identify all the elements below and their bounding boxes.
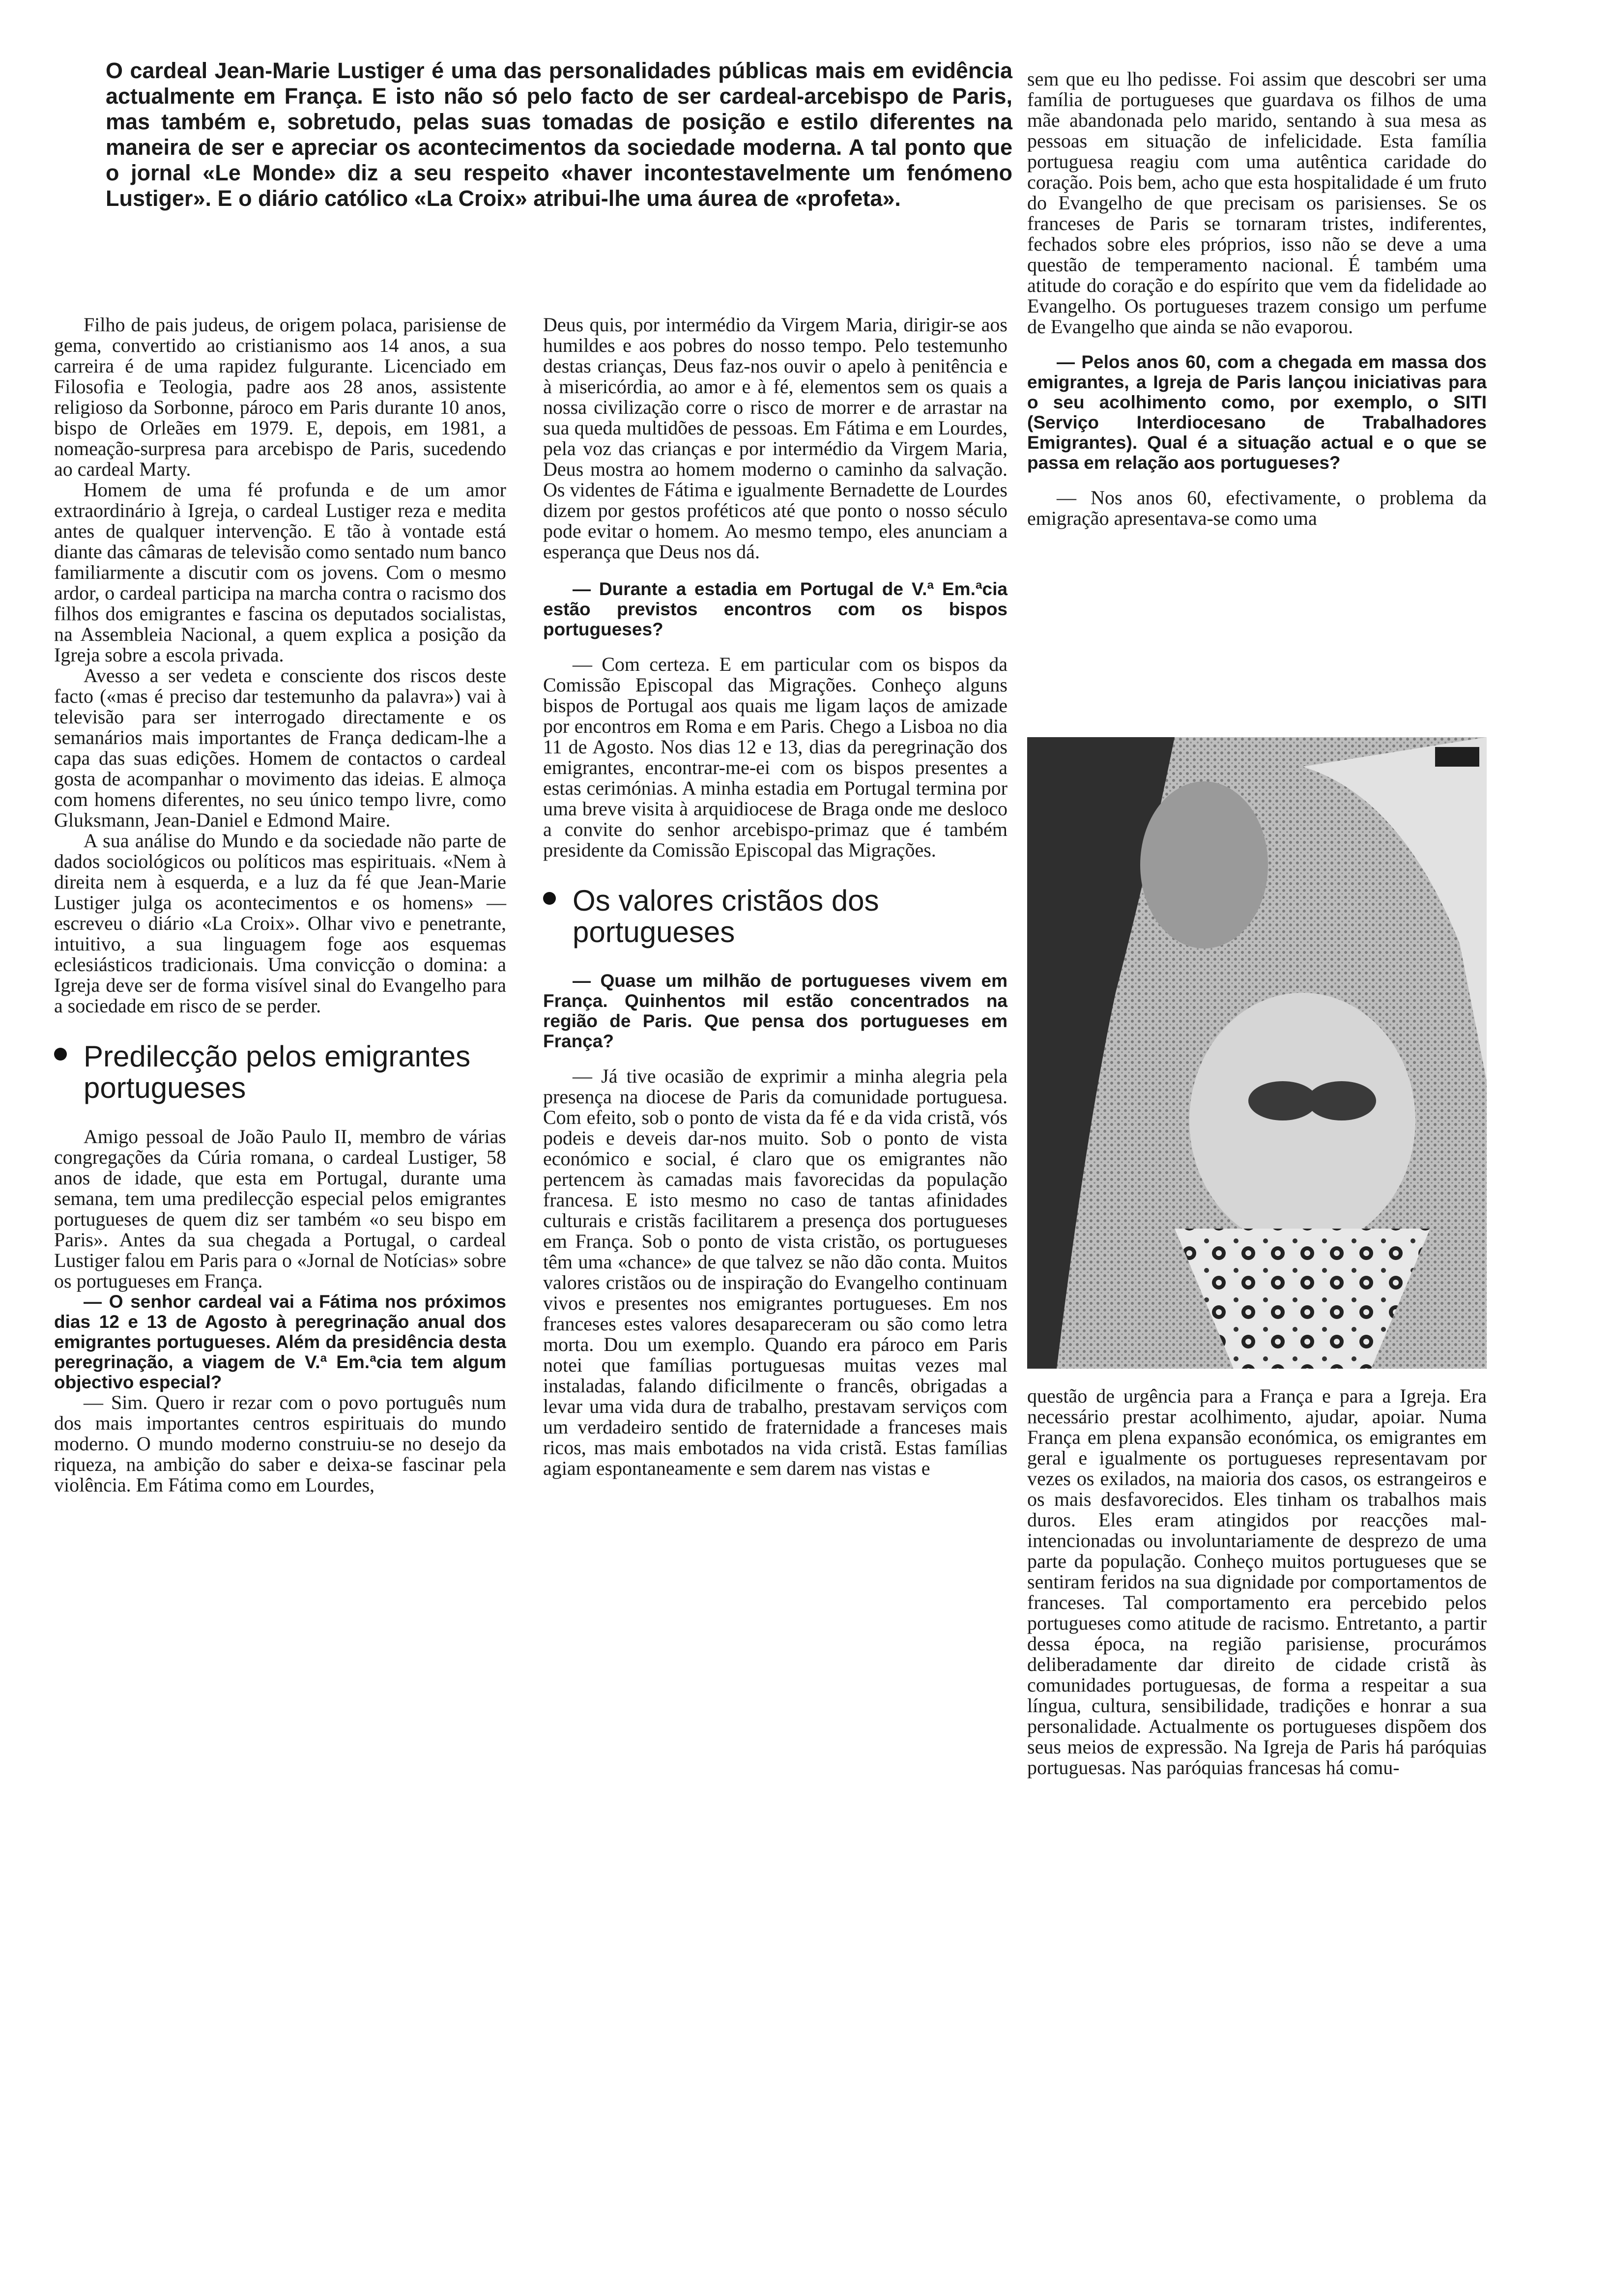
bullet-icon (54, 1048, 67, 1061)
paragraph: Deus quis, por intermédio da Virgem Maria, dirigir-se aos humildes e aos pobres do nosso tempo. Pelo testemunho destas crianças, Deus faz-nos ouvir o apelo à penitência e à misericórdia, ao amor e à fé, elementos sem os quais a nossa civilização corre o risco de morrer e de arrastar na sua queda multidões de pessoas. Em Fátima e em Lourdes, pela voz das crianças e por intermédio da Virgem Maria, Deus mostra ao homem moderno o caminho da salvação. Os videntes de Fátima e igualmente Bernadette de Lourdes dizem por gestos proféticos até que ponto o nosso século pode evitar o homem. Ao mesmo tempo, eles anunciam a esperança que Deus nos dá. (543, 314, 1008, 563)
paragraph: — Nos anos 60, efectivamente, o problema da emigração apresentava-se como uma (1027, 487, 1487, 529)
paragraph: — Já tive ocasião de exprimir a minha alegria pela presença na diocese de Paris da comunidade portuguesa. Com efeito, sob o ponto de vista da fé e da vida cristã, vós podeis e deveis dar-nos muito. Sob o ponto de vista económico e social, é claro que os emigrantes não pertencem às camadas mais favorecidas da população francesa. E isto mesmo no caso de tantas afinidades culturais e cristãs facilitarem a presença dos portugueses em França. Sob o ponto de vista cristão, os portugueses têm uma «chance» de que talvez se não dão conta. Muitos valores cristãos ou de inspiração do Evangelho continuam vivos e presentes nos emigrantes portugueses. Em nos franceses estes valores desapareceram ou são como letra morta. Dou um exemplo. Quando era pároco em Paris notei que famílias portuguesas muitas vezes mal instaladas, falando dificilmente o francês, obrigadas a levar uma vida dura de trabalho, prestavam serviços com um verdadeiro sentido de fraternidade a franceses mais ricos, mas mais embotados na vida cristã. Estas famílias agiam espontaneamente e sem darem nas vistas e (543, 1065, 1008, 1479)
interview-question: — O senhor cardeal vai a Fátima nos próximos dias 12 e 13 de Agosto à peregrinação anual dos emigrantes portugueses. Além da presidência desta peregrinação, a viagem de V.ª Em.ªcia tem algum objectivo especial? (54, 1292, 506, 1392)
paragraph: Filho de pais judeus, de origem polaca, parisiense de gema, convertido ao cristianismo aos 14 anos, a sua carreira é de uma rapidez fulgurante. Licenciado em Filosofia e Teologia, padre aos 28 anos, assistente religioso da Sorbonne, pároco em Paris durante 10 anos, bispo de Orleães em 1979. E, depois, em 1981, a nomeação-surpresa para arcebispo de Paris, sucedendo ao cardeal Marty. (54, 314, 506, 480)
section-heading-text: Os valores cristãos dos portugueses (573, 884, 879, 948)
column-1 (54, 315, 506, 1495)
section-heading (54, 1041, 506, 1104)
portrait-photo-icon (1027, 737, 1487, 1369)
column-2 (543, 315, 1008, 1479)
paragraph: sem que eu lho pedisse. Foi assim que descobri ser uma família de portugueses que guardava os filhos de uma mãe abandonada pelo marido, sentando à sua mesa as pessoas em situação de infelicidade. Esta família portuguesa reagiu com uma autêntica caridade do coração. Pois bem, acho que esta hospitalidade é um fruto do Evangelho de que precisam os parisienses. Se os franceses de Paris se tornaram tristes, indiferentes, fechados sobre eles próprios, isso não se deve a uma questão de temperamento nacional. É também uma atitude do coração e do espírito que vem da fidelidade ao Evangelho. Os portugueses trazem consigo um perfume de Evangelho que ainda se não evaporou. (1027, 68, 1487, 338)
paragraph: — Sim. Quero ir rezar com o povo português num dos mais importantes centros espirituais do mundo moderno. O mundo moderno construiu-se no desejo da riqueza, na ambição do saber e deixa-se fascinar pela violência. Em Fátima como em Lourdes, (54, 1391, 506, 1496)
cardinal-photo (1027, 737, 1487, 1369)
column-3 (1027, 69, 1487, 529)
interview-question: — Pelos anos 60, com a chegada em massa dos emigrantes, a Igreja de Paris lançou iniciativas para o seu acolhimento como, por exemplo, o SITI (Serviço Interdiocesano de Trabalhadores Emigrantes). Qual é a situação actual e o que se passa em relação aos portugueses? (1027, 352, 1487, 473)
section-heading (543, 885, 1008, 948)
column-3-continued (1027, 1386, 1487, 1778)
paragraph: Homem de uma fé profunda e de um amor extraordinário à Igreja, o cardeal Lustiger reza e medita antes de qualquer intervenção. E tão à vontade está diante das câmaras de televisão como sentado num banco familiarmente a discutir com os jovens. Com o mesmo ardor, o cardeal participa na marcha contra o racismo dos filhos dos emigrantes e fascina os deputados socialistas, na Assembleia Nacional, a quem explica a posição da Igreja sobre a escola privada. (54, 479, 506, 666)
interview-question: — Durante a estadia em Portugal de V.ª Em.ªcia estão previstos encontros com os bispos portugueses? (543, 579, 1008, 639)
paragraph: A sua análise do Mundo e da sociedade não parte de dados sociológicos ou políticos mas espirituais. «Nem à direita nem à esquerda, e a luz da fé que Jean-Marie Lustiger julga os acontecimentos e os homens» — escreveu o diário «La Croix». Olhar vivo e penetrante, intuitivo, a sua linguagem foge aos esquemas eclesiásticos tradicionais. Uma convicção o domina: a Igreja deve ser de forma visível sinal do Evangelho para a sociedade em risco de se perder. (54, 830, 506, 1017)
bullet-icon (543, 892, 556, 905)
article-lead: O cardeal Jean-Marie Lustiger é uma das personalidades públicas mais em evidência actualmente em França. E isto não só pelo facto de ser cardeal-arcebispo de Paris, mas também e, sobretudo, pelas suas tomadas de posição e estilo diferentes na maneira de ser e apreciar os acontecimentos da sociedade moderna. A tal ponto que o jornal «Le Monde» diz a seu respeito «haver incontestavelmente um fenómeno Lustiger». E o diário católico «La Croix» atribui-lhe uma áurea de «profeta». (106, 58, 1012, 211)
paragraph: — Com certeza. E em particular com os bispos da Comissão Episcopal das Migrações. Conheço alguns bispos de Portugal aos quais me ligam laços de amizade por encontros em Roma e em Paris. Chego a Lisboa no dia 11 de Agosto. Nos dias 12 e 13, dias da peregrinação dos emigrantes, encontrar-me-ei com os bispos presentes a estas cerimónias. A minha estadia em Portugal termina por uma breve visita à arquidiocese de Braga onde me desloco a convite do senhor arcebispo-primaz que é também presidente da Comissão Episcopal das Migrações. (543, 653, 1008, 861)
section-heading-text: Predilecção pelos emigrantes portugueses (84, 1040, 471, 1104)
paragraph: Avesso a ser vedeta e consciente dos riscos deste facto («mas é preciso dar testemunho da palavra») vai à televisão para ser interrogado directamente e os semanários mais importantes de França dedicam-lhe a capa das suas edições. Homem de contactos o cardeal gosta de acompanhar o movimento das ideias. E almoça com homens diferentes, no seu único tempo livre, como Gluksmann, Jean-Daniel e Edmond Maire. (54, 664, 506, 831)
paragraph: questão de urgência para a França e para a Igreja. Era necessário prestar acolhimento, ajudar, apoiar. Numa França em plena expansão económica, os emigrantes em geral e igualmente os portugueses representavam por vezes os exilados, na maioria dos casos, os estrangeiros e os mais desfavorecidos. Eles tinham os trabalhos mais duros. Eles eram atingidos por reacções mal-intencionadas ou involuntariamente de desprezo de uma parte da população. Conheço muitos portugueses que se sentiram feridos na sua dignidade por comportamentos de franceses. Tal comportamento era percebido pelos portugueses como atitude de racismo. Entretanto, a partir dessa época, na região parisiense, procurámos deliberadamente dar direito de cidade cristã às comunidades portuguesas, de forma a respeitar a sua língua, cultura, sensibilidade, tradições e honrar a sua personalidade. Actualmente os portugueses dispõem dos seus meios de expressão. Na Igreja de Paris há paróquias portuguesas. Nas paróquias francesas há comu- (1027, 1385, 1487, 1779)
paragraph: Amigo pessoal de João Paulo II, membro de várias congregações da Cúria romana, o cardeal Lustiger, 58 anos de idade, que esta em Portugal, durante uma semana, tem uma predilecção especial pelos emigrantes portugueses de quem diz ser também «o seu bispo em Paris». Antes da sua chegada a Portugal, o cardeal Lustiger falou em Paris para o «Jornal de Notícias» sobre os portugueses em França. (54, 1125, 506, 1292)
interview-question: — Quase um milhão de portugueses vivem em França. Quinhentos mil estão concentrados na região de Paris. Que pensa dos portugueses em França? (543, 971, 1008, 1051)
